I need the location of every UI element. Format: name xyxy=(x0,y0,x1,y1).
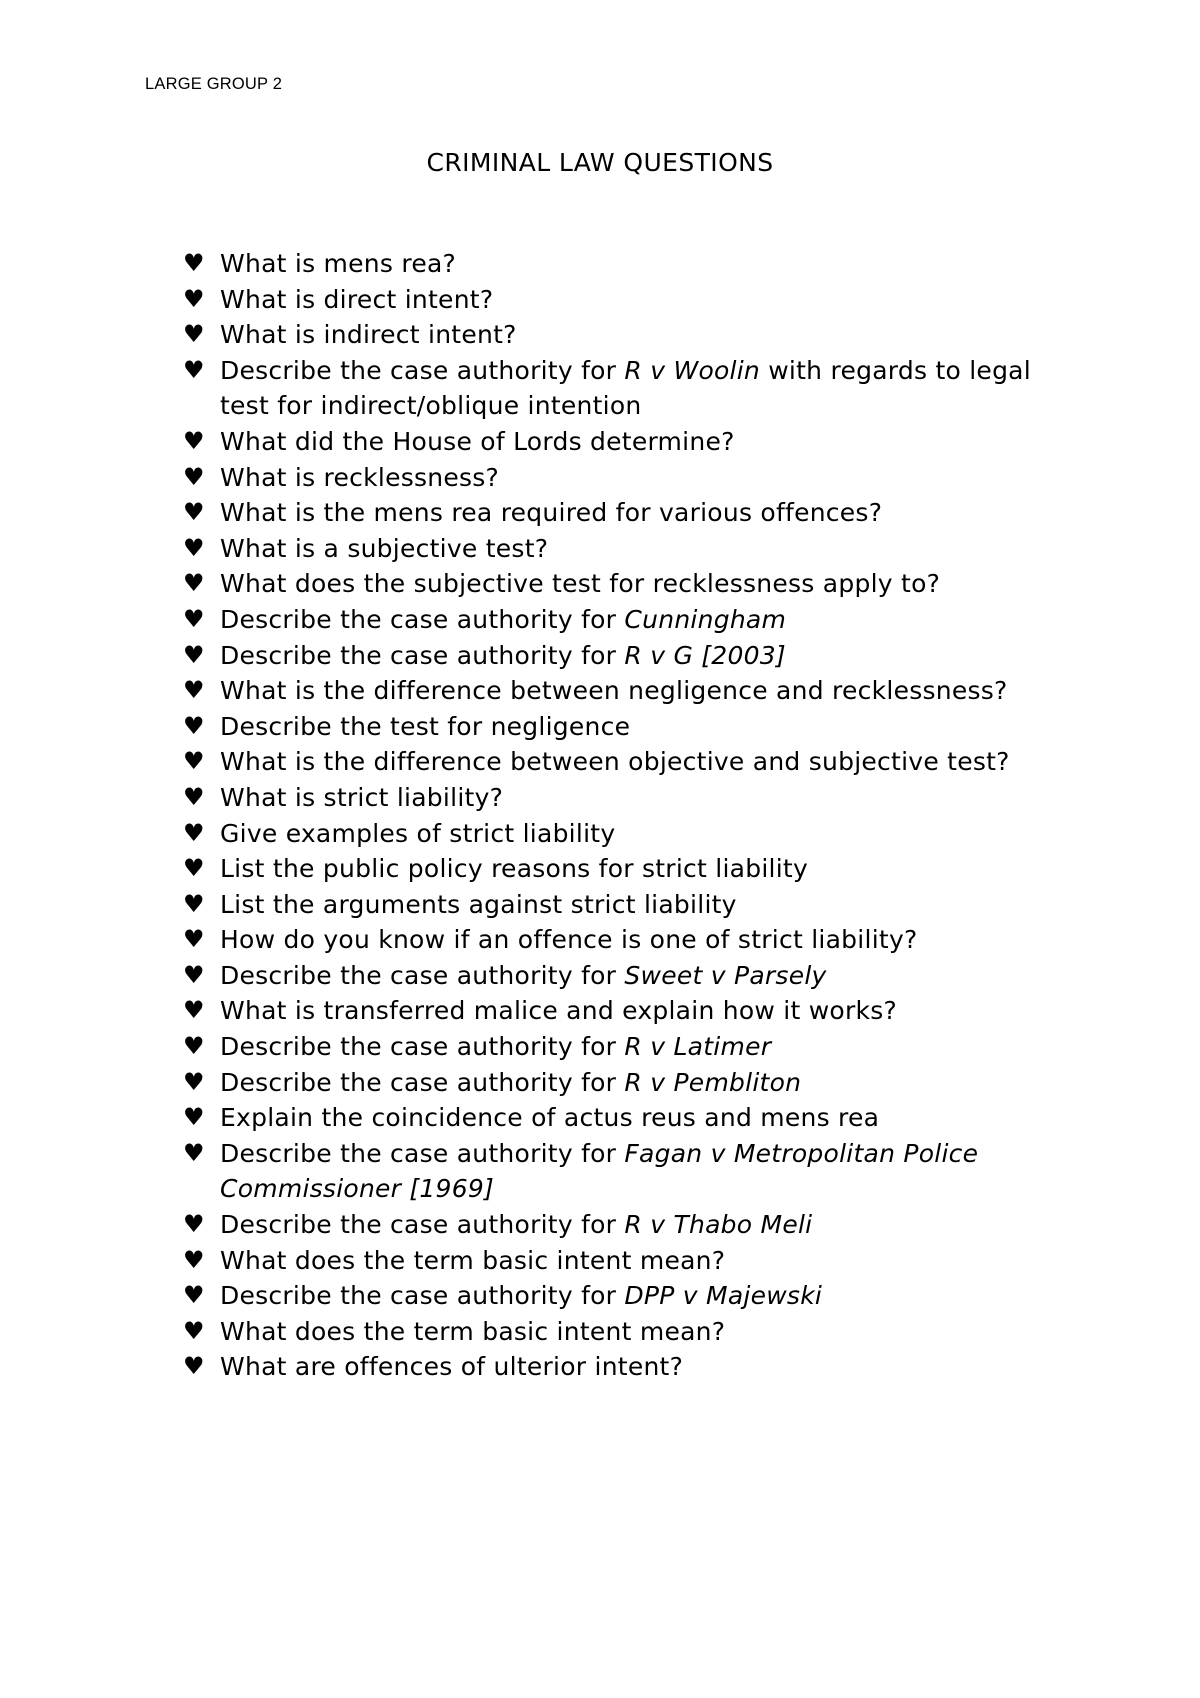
question-text: What does the term basic intent mean? xyxy=(220,1316,726,1346)
question-item xyxy=(183,638,1063,674)
question-text: Describe the case authority for xyxy=(220,355,625,385)
heart-icon: ♥ xyxy=(183,320,205,349)
question-text: Describe the case authority for xyxy=(220,1281,625,1311)
question-item xyxy=(183,922,1063,958)
question-item xyxy=(183,317,1063,353)
question-item xyxy=(183,531,1063,567)
heart-icon: ♥ xyxy=(183,462,205,491)
question-item xyxy=(183,744,1063,780)
question-item xyxy=(183,1207,1063,1243)
question-text: List the public policy reasons for strict liability xyxy=(220,854,809,884)
heart-icon: ♥ xyxy=(183,604,205,633)
heart-icon: ♥ xyxy=(183,1281,205,1310)
question-text: What is recklessness? xyxy=(220,462,500,492)
heart-icon: ♥ xyxy=(183,569,205,598)
question-text: What is direct intent? xyxy=(220,284,494,314)
question-text: Describe the case authority for xyxy=(220,1067,625,1097)
question-text: Describe the case authority for xyxy=(220,1138,625,1168)
question-item xyxy=(183,460,1063,496)
question-item xyxy=(183,1029,1063,1065)
question-item xyxy=(183,1100,1063,1136)
case-name: Fagan v Metropolitan Police Commissioner [1969] xyxy=(220,1138,979,1204)
heart-icon: ♥ xyxy=(183,1138,205,1167)
case-name: R v Woolin xyxy=(624,355,761,385)
question-text-suffix: with regards to legal test for indirect/oblique intention xyxy=(220,355,1031,421)
question-item xyxy=(183,1349,1063,1385)
question-text: What is a subjective test? xyxy=(220,533,549,563)
heart-icon: ♥ xyxy=(183,818,205,847)
case-name: R v G [2003] xyxy=(624,640,786,670)
question-item xyxy=(183,495,1063,531)
heart-icon: ♥ xyxy=(183,426,205,455)
question-text: What is indirect intent? xyxy=(220,320,517,350)
case-name: R v Latimer xyxy=(624,1032,772,1062)
heart-icon: ♥ xyxy=(183,711,205,740)
question-text: What does the subjective test for recklessness apply to? xyxy=(220,569,941,599)
question-text: What is the difference between objective and subjective test? xyxy=(220,747,1010,777)
document-title: CRIMINAL LAW QUESTIONS xyxy=(426,148,774,177)
question-item xyxy=(183,851,1063,887)
question-item xyxy=(183,282,1063,318)
question-item xyxy=(183,566,1063,602)
heart-icon: ♥ xyxy=(183,1245,205,1274)
question-text: How do you know if an offence is one of strict liability? xyxy=(220,925,918,955)
question-item xyxy=(183,602,1063,638)
question-item xyxy=(183,887,1063,923)
heart-icon: ♥ xyxy=(183,355,205,384)
case-name: R v Pembliton xyxy=(624,1067,802,1097)
heart-icon: ♥ xyxy=(183,854,205,883)
heart-icon: ♥ xyxy=(183,249,205,277)
page-header-label: LARGE GROUP 2 xyxy=(145,75,283,93)
heart-icon: ♥ xyxy=(183,533,205,562)
question-text: What is the mens rea required for various offences? xyxy=(220,498,883,528)
heart-icon: ♥ xyxy=(183,889,205,918)
heart-icon: ♥ xyxy=(183,1210,205,1239)
question-list xyxy=(183,246,1063,1385)
question-text: What is transferred malice and explain how it works? xyxy=(220,996,898,1026)
question-text: What is the difference between negligence and recklessness? xyxy=(220,676,1008,706)
question-text: What did the House of Lords determine? xyxy=(220,426,735,456)
heart-icon: ♥ xyxy=(183,498,205,527)
question-item xyxy=(183,1136,1063,1207)
question-item xyxy=(183,1314,1063,1350)
question-text: What are offences of ulterior intent? xyxy=(220,1352,684,1382)
question-item xyxy=(183,780,1063,816)
case-name: Cunningham xyxy=(624,604,787,634)
question-item xyxy=(183,709,1063,745)
heart-icon: ♥ xyxy=(183,925,205,954)
question-item xyxy=(183,353,1063,424)
question-text: Describe the case authority for xyxy=(220,640,625,670)
heart-icon: ♥ xyxy=(183,1316,205,1345)
heart-icon: ♥ xyxy=(183,747,205,776)
question-item xyxy=(183,1065,1063,1101)
heart-icon: ♥ xyxy=(183,960,205,989)
question-item xyxy=(183,673,1063,709)
case-name: DPP v Majewski xyxy=(624,1281,823,1311)
question-item xyxy=(183,1278,1063,1314)
heart-icon: ♥ xyxy=(183,1352,205,1381)
case-name: Sweet v Parsely xyxy=(624,960,827,990)
question-item xyxy=(183,246,1063,282)
question-text: Describe the case authority for xyxy=(220,1032,625,1062)
question-item xyxy=(183,1243,1063,1279)
question-text: List the arguments against strict liability xyxy=(220,889,737,919)
question-text: What does the term basic intent mean? xyxy=(220,1245,726,1275)
heart-icon: ♥ xyxy=(183,676,205,705)
question-text: What is mens rea? xyxy=(220,249,457,278)
question-item xyxy=(183,424,1063,460)
question-text: Describe the case authority for xyxy=(220,960,625,990)
heart-icon: ♥ xyxy=(183,1032,205,1061)
question-text: Explain the coincidence of actus reus and mens rea xyxy=(220,1103,880,1133)
question-text: What is strict liability? xyxy=(220,782,504,812)
question-text: Describe the case authority for xyxy=(220,604,625,634)
question-text: Describe the test for negligence xyxy=(220,711,631,741)
heart-icon: ♥ xyxy=(183,782,205,811)
heart-icon: ♥ xyxy=(183,1103,205,1132)
question-text: Give examples of strict liability xyxy=(220,818,616,848)
case-name: R v Thabo Meli xyxy=(624,1210,813,1240)
heart-icon: ♥ xyxy=(183,996,205,1025)
heart-icon: ♥ xyxy=(183,1067,205,1096)
question-text: Describe the case authority for xyxy=(220,1210,625,1240)
heart-icon: ♥ xyxy=(183,640,205,669)
question-item xyxy=(183,958,1063,994)
question-item xyxy=(183,816,1063,852)
question-item xyxy=(183,993,1063,1029)
heart-icon: ♥ xyxy=(183,284,205,313)
